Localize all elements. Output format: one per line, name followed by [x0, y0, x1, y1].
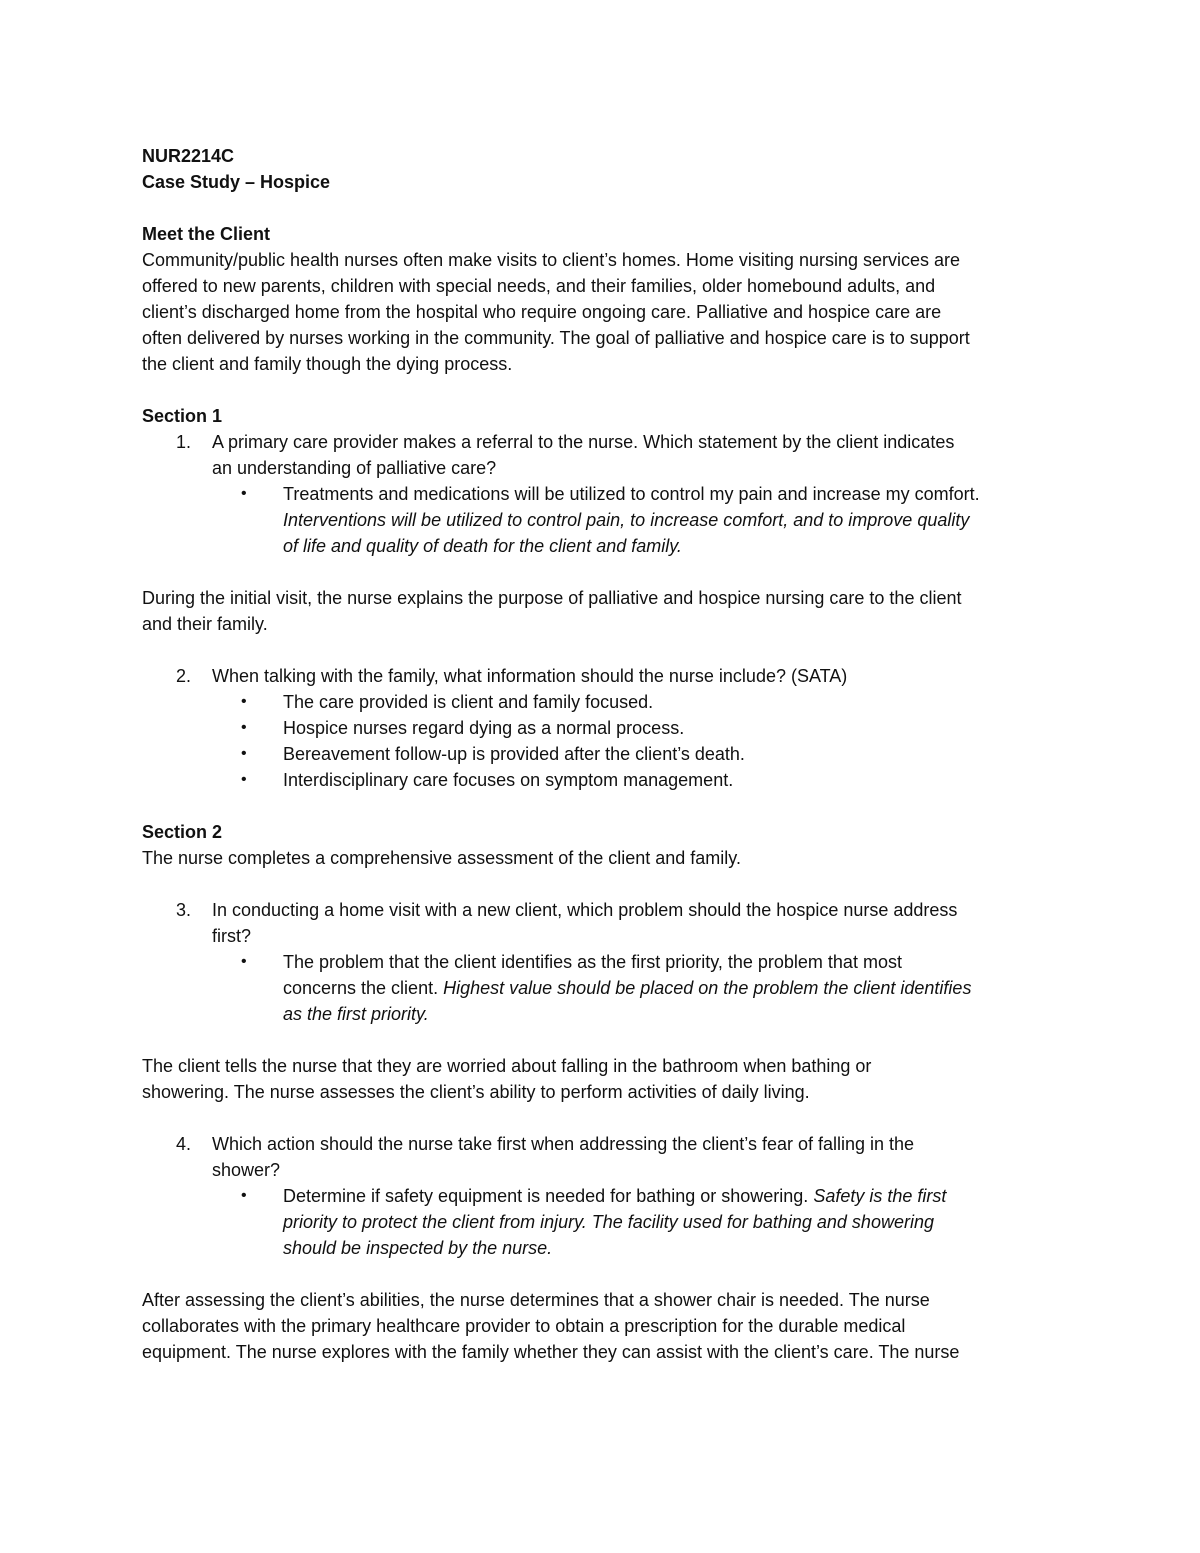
bullet-icon: •	[241, 953, 247, 970]
section-1-heading: Section 1	[142, 406, 223, 426]
answer-text: Hospice nurses regard dying as a normal process.	[283, 718, 685, 738]
bullet-icon: •	[241, 719, 247, 736]
paragraph-line: and their family.	[142, 614, 268, 634]
rationale-text: priority to protect the client from injury. The facility used for bathing and showering	[283, 1212, 934, 1232]
rationale-text: should be inspected by the nurse.	[283, 1238, 553, 1258]
intro-line: the client and family though the dying process.	[142, 354, 513, 374]
answer-text: The care provided is client and family focused.	[283, 692, 654, 712]
question-4	[142, 1131, 1072, 1157]
paragraph-line: During the initial visit, the nurse explains the purpose of palliative and hospice nursing care to the client	[142, 588, 962, 608]
rationale-text: Highest value should be placed on the problem the client identifies	[443, 978, 972, 998]
rationale-text: as the first priority.	[283, 1004, 429, 1024]
bullet-icon: •	[241, 1187, 247, 1204]
intro-line: client’s discharged home from the hospital who require ongoing care. Palliative and hospice care are	[142, 302, 942, 322]
intro-line: Community/public health nurses often make visits to client’s homes. Home visiting nursing services are	[142, 250, 961, 270]
answer-item	[142, 689, 1072, 715]
answer-item	[142, 767, 1072, 793]
question-number: 1.	[176, 432, 192, 452]
answer-item	[142, 715, 1072, 741]
answer-item	[142, 741, 1072, 767]
answer-text: Treatments and medications will be utilized to control my pain and increase my comfort.	[283, 484, 980, 504]
question-text: shower?	[212, 1160, 281, 1180]
answer-item	[142, 1183, 1072, 1209]
question-2	[142, 663, 1072, 689]
question-number: 3.	[176, 900, 192, 920]
paragraph-line: After assessing the client’s abilities, the nurse determines that a shower chair is needed. The nurse	[142, 1290, 930, 1310]
course-code: NUR2214C	[142, 146, 235, 166]
rationale-text: Safety is the first	[813, 1186, 947, 1206]
section-2-heading: Section 2	[142, 822, 223, 842]
rationale-text: of life and quality of death for the client and family.	[283, 536, 682, 556]
document-body	[142, 143, 1072, 1365]
question-number: 4.	[176, 1134, 192, 1154]
question-text: When talking with the family, what information should the nurse include? (SATA)	[212, 666, 848, 686]
question-text: In conducting a home visit with a new client, which problem should the hospice nurse address	[212, 900, 958, 920]
answer-text: concerns the client.	[283, 978, 439, 998]
question-3	[142, 897, 1072, 923]
document-title: Case Study – Hospice	[142, 172, 331, 192]
paragraph-line: collaborates with the primary healthcare provider to obtain a prescription for the durable medical	[142, 1316, 906, 1336]
intro-line: offered to new parents, children with special needs, and their families, older homebound adults, and	[142, 276, 936, 296]
bullet-icon: •	[241, 745, 247, 762]
answer-line	[142, 975, 1072, 1001]
answer-item	[142, 481, 1072, 507]
paragraph-line: The client tells the nurse that they are worried about falling in the bathroom when bathing or	[142, 1056, 872, 1076]
paragraph-line: equipment. The nurse explores with the family whether they can assist with the client’s care. The nurse	[142, 1342, 960, 1362]
question-1	[142, 429, 1072, 455]
answer-text: Determine if safety equipment is needed for bathing or showering.	[283, 1186, 809, 1206]
bullet-icon: •	[241, 771, 247, 788]
question-number: 2.	[176, 666, 192, 686]
intro-heading: Meet the Client	[142, 224, 271, 244]
answer-text: Bereavement follow-up is provided after the client’s death.	[283, 744, 745, 764]
question-text: first?	[212, 926, 252, 946]
bullet-icon: •	[241, 485, 247, 502]
rationale-text: Interventions will be utilized to control pain, to increase comfort, and to improve quality	[283, 510, 970, 530]
intro-line: often delivered by nurses working in the community. The goal of palliative and hospice care is to support	[142, 328, 970, 348]
bullet-icon: •	[241, 693, 247, 710]
question-text: Which action should the nurse take first when addressing the client’s fear of falling in the	[212, 1134, 915, 1154]
answer-item	[142, 949, 1072, 975]
paragraph-line: showering. The nurse assesses the client’s ability to perform activities of daily living.	[142, 1082, 810, 1102]
paragraph-line: The nurse completes a comprehensive assessment of the client and family.	[142, 848, 741, 868]
answer-text: The problem that the client identifies as the first priority, the problem that most	[283, 952, 902, 972]
question-text: A primary care provider makes a referral to the nurse. Which statement by the client indicates	[212, 432, 955, 452]
question-text: an understanding of palliative care?	[212, 458, 497, 478]
answer-text: Interdisciplinary care focuses on symptom management.	[283, 770, 734, 790]
